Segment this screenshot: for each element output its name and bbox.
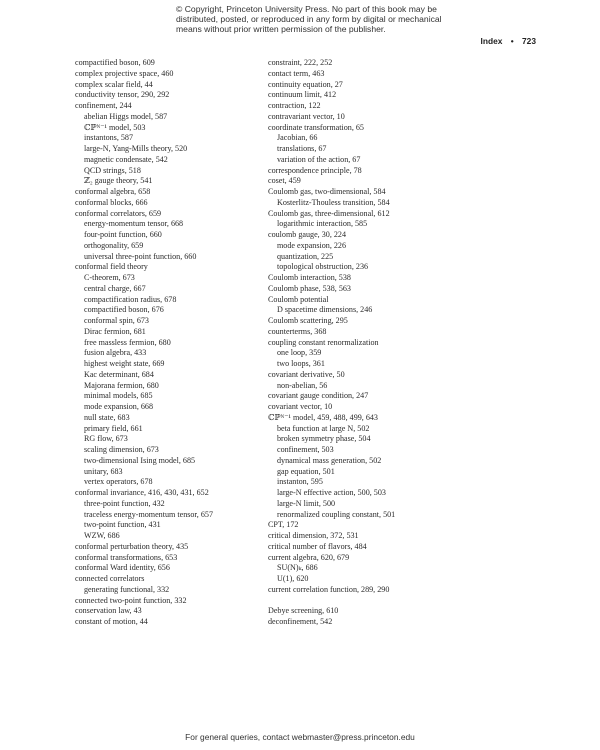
index-entry: Coulomb potential bbox=[268, 294, 329, 304]
index-entry: conformal correlators, 659 bbox=[75, 208, 162, 218]
index-subentry: energy-momentum tensor, 668 bbox=[84, 219, 184, 229]
index-entry: conformal blocks, 666 bbox=[75, 197, 148, 207]
index-subentry: magnetic condensate, 542 bbox=[84, 154, 168, 164]
index-entry: connected correlators bbox=[75, 574, 145, 583]
index-subentry: SU(N)ₖ, 686 bbox=[277, 563, 318, 573]
index-subentry: two loops, 361 bbox=[277, 359, 325, 368]
index-entry: connected two-point function, 332 bbox=[75, 595, 187, 605]
index-entry: conformal algebra, 658 bbox=[75, 187, 151, 196]
index-subentry: gap equation, 501 bbox=[277, 466, 335, 476]
index-entry: constant of motion, 44 bbox=[75, 617, 148, 626]
index-subentry: C-theorem, 673 bbox=[84, 273, 135, 282]
index-column-left bbox=[75, 58, 265, 628]
index-entry: Coulomb gas, three-dimensional, 612 bbox=[268, 208, 390, 218]
index-entry: continuum limit, 412 bbox=[268, 90, 337, 100]
index-subentry: beta function at large N, 502 bbox=[277, 423, 370, 433]
index-subentry: Dirac fermion, 681 bbox=[84, 326, 146, 336]
index-entry: contraction, 122 bbox=[268, 101, 321, 110]
index-subentry: WZW, 686 bbox=[84, 531, 120, 540]
index-subentry: RG flow, 673 bbox=[84, 434, 128, 444]
index-subentry: logarithmic interaction, 585 bbox=[277, 219, 368, 229]
index-subentry: traceless energy-momentum tensor, 657 bbox=[84, 509, 213, 519]
index-entry: Debye screening, 610 bbox=[268, 606, 339, 616]
index-entry: contravariant vector, 10 bbox=[268, 111, 345, 121]
index-subentry: generating functional, 332 bbox=[84, 584, 170, 594]
index-subentry: dynamical mass generation, 502 bbox=[277, 455, 382, 465]
index-subentry: minimal models, 685 bbox=[84, 391, 153, 401]
index-subentry: four-point function, 660 bbox=[84, 230, 162, 239]
index-entry: covariant vector, 10 bbox=[268, 402, 333, 411]
index-subentry: compactified boson, 676 bbox=[84, 305, 164, 315]
index-entry: conformal invariance, 416, 430, 431, 652 bbox=[75, 488, 209, 497]
index-subentry: Jacobian, 66 bbox=[277, 133, 318, 143]
index-subentry: U(1), 620 bbox=[277, 574, 309, 583]
index-entry: critical number of flavors, 484 bbox=[268, 541, 367, 551]
index-subentry: Majorana fermion, 680 bbox=[84, 380, 159, 390]
index-subentry: renormalized coupling constant, 501 bbox=[277, 509, 396, 519]
index-subentry: compactification radius, 678 bbox=[84, 294, 177, 304]
index-entry: coupling constant renormalization bbox=[268, 337, 379, 347]
index-subentry: large-N effective action, 500, 503 bbox=[277, 488, 386, 497]
index-entry: conductivity tensor, 290, 292 bbox=[75, 90, 170, 100]
index-entry: continuity equation, 27 bbox=[268, 79, 343, 89]
index-entry: counterterms, 368 bbox=[268, 326, 327, 336]
index-subentry: mode expansion, 226 bbox=[277, 240, 347, 250]
index-subentry: QCD strings, 518 bbox=[84, 165, 141, 175]
index-subentry: topological obstruction, 236 bbox=[277, 262, 369, 272]
running-head bbox=[481, 36, 536, 46]
index-entry: covariant derivative, 50 bbox=[268, 369, 345, 379]
index-entry: Coulomb phase, 538, 563 bbox=[268, 283, 351, 293]
index-entry: compactified boson, 609 bbox=[75, 58, 155, 67]
index-entry: constraint, 222, 252 bbox=[268, 58, 333, 67]
separator-bullet: • bbox=[510, 36, 514, 46]
index-subentry: scaling dimension, 673 bbox=[84, 445, 159, 454]
index-entry: contact term, 463 bbox=[268, 68, 325, 78]
index-entry: correspondence principle, 78 bbox=[268, 165, 362, 175]
index-entry: coset, 459 bbox=[268, 176, 301, 186]
index-entry: Coulomb scattering, 295 bbox=[268, 316, 348, 325]
index-subentry: ℤ₂ gauge theory, 541 bbox=[84, 176, 153, 186]
index-subentry: large-N limit, 500 bbox=[277, 498, 336, 508]
index-entry: conformal transformations, 653 bbox=[75, 552, 178, 562]
index-column-right bbox=[268, 58, 458, 628]
index-subentry: D spacetime dimensions, 246 bbox=[277, 305, 373, 315]
index-entry: Coulomb interaction, 538 bbox=[268, 273, 351, 282]
index-subentry: central charge, 667 bbox=[84, 283, 146, 293]
index-subentry: fusion algebra, 433 bbox=[84, 348, 147, 358]
index-subentry: one loop, 359 bbox=[277, 348, 322, 358]
index-subentry: non-abelian, 56 bbox=[277, 380, 328, 390]
index-subentry: two-dimensional Ising model, 685 bbox=[84, 455, 196, 465]
index-entry: coulomb gauge, 30, 224 bbox=[268, 230, 347, 239]
index-entry: ℂℙᴺ⁻¹ model, 459, 488, 499, 643 bbox=[268, 412, 378, 422]
index-subentry: primary field, 661 bbox=[84, 423, 143, 433]
index-subentry: broken symmetry phase, 504 bbox=[277, 434, 371, 444]
index-subentry: three-point function, 432 bbox=[84, 498, 165, 508]
index-subentry: null state, 683 bbox=[84, 412, 130, 422]
index-subentry: translations, 67 bbox=[277, 144, 327, 153]
index-entry: current algebra, 620, 679 bbox=[268, 552, 350, 562]
index-entry: conformal field theory bbox=[75, 262, 148, 272]
index-entry: CPT, 172 bbox=[268, 520, 299, 530]
copyright-line: © Copyright, Princeton University Press. No part of this book may be bbox=[176, 4, 437, 14]
index-subentry: mode expansion, 668 bbox=[84, 402, 154, 411]
index-entry: current correlation function, 289, 290 bbox=[268, 584, 390, 594]
index-subentry: orthogonality, 659 bbox=[84, 240, 144, 250]
index-subentry: Kac determinant, 684 bbox=[84, 369, 154, 379]
page-number: 723 bbox=[522, 36, 536, 46]
index-subentry: confinement, 503 bbox=[277, 445, 334, 454]
index-entry: coordinate transformation, 65 bbox=[268, 122, 364, 132]
copyright-line: distributed, posted, or reproduced in any form by digital or mechanical bbox=[176, 14, 442, 24]
index-subentry: instantons, 587 bbox=[84, 133, 134, 143]
index-subentry: ℂℙᴺ⁻¹ model, 503 bbox=[84, 122, 146, 132]
index-entry: covariant gauge condition, 247 bbox=[268, 391, 369, 401]
index-subentry: two-point function, 431 bbox=[84, 520, 161, 530]
index-subentry: free massless fermion, 680 bbox=[84, 337, 171, 347]
index-subentry: vertex operators, 678 bbox=[84, 477, 153, 487]
index-subentry: variation of the action, 67 bbox=[277, 154, 361, 164]
index-entry: complex projective space, 460 bbox=[75, 68, 174, 78]
index-entry: conformal perturbation theory, 435 bbox=[75, 541, 189, 551]
index-subentry: instanton, 595 bbox=[277, 477, 323, 487]
index-subentry: unitary, 683 bbox=[84, 466, 123, 476]
index-entry: complex scalar field, 44 bbox=[75, 79, 153, 89]
index-subentry: Kosterlitz-Thouless transition, 584 bbox=[277, 197, 390, 207]
index-entry: Coulomb gas, two-dimensional, 584 bbox=[268, 187, 386, 196]
index-subentry: quantization, 225 bbox=[277, 251, 334, 261]
index-subentry: abelian Higgs model, 587 bbox=[84, 111, 168, 121]
index-subentry: highest weight state, 669 bbox=[84, 359, 165, 368]
index-entry: deconfinement, 542 bbox=[268, 617, 333, 626]
index-entry: conservation law, 43 bbox=[75, 606, 142, 616]
copyright-notice bbox=[176, 4, 466, 34]
index-subentry: universal three-point function, 660 bbox=[84, 251, 197, 261]
index-entry: confinement, 244 bbox=[75, 101, 132, 110]
index-subentry: conformal spin, 673 bbox=[84, 316, 149, 325]
index-subentry: large-N, Yang-Mills theory, 520 bbox=[84, 144, 188, 153]
section-title: Index bbox=[480, 36, 503, 46]
copyright-line: means without prior written permission of the publisher. bbox=[176, 24, 386, 34]
footer-contact: For general queries, contact webmaster@press.princeton.edu bbox=[185, 732, 415, 742]
index-entry: critical dimension, 372, 531 bbox=[268, 531, 359, 540]
index-entry: conformal Ward identity, 656 bbox=[75, 563, 170, 573]
